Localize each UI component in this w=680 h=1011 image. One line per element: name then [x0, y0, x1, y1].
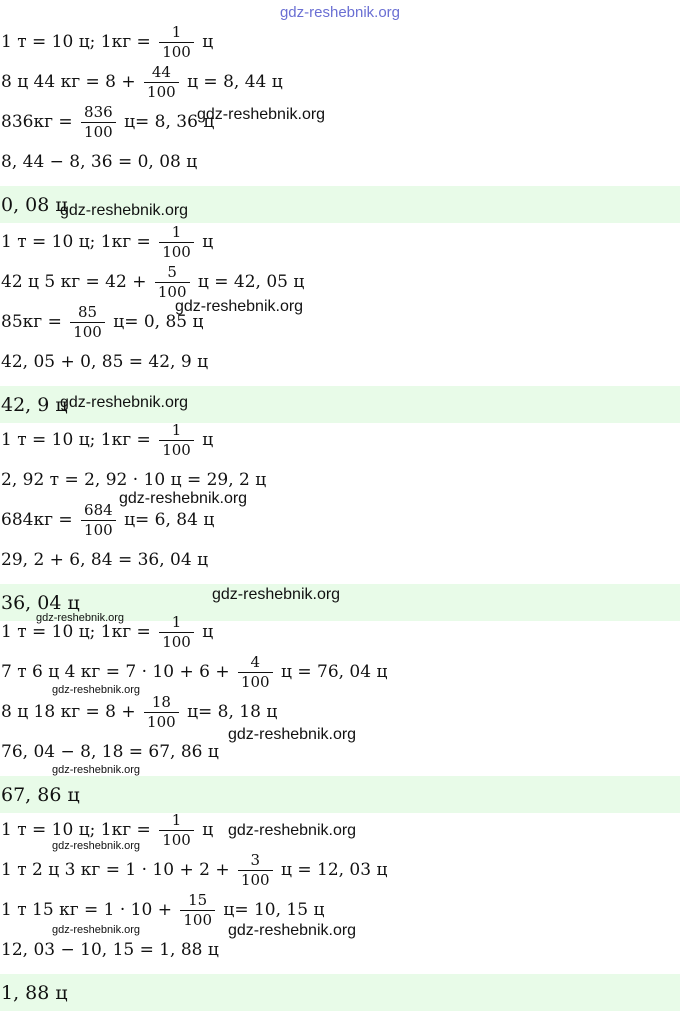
conversion-line — [0, 460, 680, 500]
conversion-line — [0, 302, 680, 342]
equation-text: 1 т 15 кг = 1 · 10 + — [1, 899, 178, 920]
equation-text: 8, 44 − 8, 36 = 0, 08 ц — [1, 152, 198, 172]
watermark: gdz-reshebnik.org — [119, 490, 248, 507]
equation-text: 1 т = 10 ц; 1кг = — [1, 231, 157, 252]
equation-text: ц= 10, 15 ц — [218, 899, 325, 920]
watermark: gdz-reshebnik.org — [52, 764, 141, 776]
fraction — [180, 890, 215, 929]
watermark: gdz-reshebnik.org — [36, 612, 125, 624]
fraction-denominator: 100 — [159, 632, 194, 650]
fraction-denominator: 100 — [144, 712, 179, 730]
answer-text: 42, 9 ц — [1, 393, 68, 416]
equation-text: ц = 42, 05 ц — [192, 271, 305, 292]
fraction — [238, 850, 273, 889]
equation-text: 684кг = — [1, 509, 79, 530]
answer-row — [0, 776, 680, 813]
equation-text: ц = 76, 04 ц — [275, 661, 388, 682]
equation-text: 836кг = — [1, 111, 79, 132]
conversion-line — [0, 500, 680, 540]
fraction-numerator: 1 — [171, 22, 182, 41]
equation-text: 42 ц 5 кг = 42 + — [1, 271, 152, 292]
calculation-line — [0, 142, 680, 182]
watermark: gdz-reshebnik.org — [197, 106, 326, 123]
fraction — [144, 692, 179, 731]
fraction-denominator: 100 — [180, 910, 215, 928]
equation-text: 8 ц 18 кг = 8 + — [1, 701, 142, 722]
calculation-line — [0, 540, 680, 580]
watermark: gdz-reshebnik.org — [60, 394, 189, 411]
fraction-numerator: 1 — [171, 222, 182, 241]
equation-text: 7 т 6 ц 4 кг = 7 · 10 + 6 + — [1, 661, 235, 682]
conversion-line — [0, 62, 680, 102]
fraction-denominator: 100 — [155, 282, 190, 300]
equation-text: 29, 2 + 6, 84 = 36, 04 ц — [1, 550, 209, 570]
site-header[interactable] — [0, 0, 680, 24]
fraction — [159, 222, 194, 261]
equation-text: 8 ц 44 кг = 8 + — [1, 71, 142, 92]
watermark: gdz-reshebnik.org — [228, 726, 357, 743]
watermark: gdz-reshebnik.org — [52, 684, 141, 696]
equation-text: ц = 8, 44 ц — [181, 71, 283, 92]
fraction — [70, 302, 105, 341]
fraction — [81, 102, 116, 141]
equation-text: 76, 04 − 8, 18 = 67, 86 ц — [1, 742, 219, 762]
fraction-denominator: 100 — [159, 830, 194, 848]
fraction-numerator: 85 — [77, 302, 98, 321]
fraction-denominator: 100 — [81, 122, 116, 140]
equation-text: ц= 8, 36 ц — [118, 111, 215, 132]
conversion-line — [0, 102, 680, 142]
fraction-denominator: 100 — [238, 672, 273, 690]
equation-text: 12, 03 − 10, 15 = 1, 88 ц — [1, 940, 219, 960]
watermark: gdz-reshebnik.org — [52, 840, 141, 852]
equation-text: 85кг = — [1, 311, 68, 332]
fraction — [159, 810, 194, 849]
equation-text: 1 т = 10 ц; 1кг = — [1, 621, 157, 642]
conversion-line — [0, 850, 680, 890]
calculation-line — [0, 342, 680, 382]
equation-text: ц — [196, 429, 214, 450]
equation-text: 42, 05 + 0, 85 = 42, 9 ц — [1, 352, 209, 372]
equation-text: ц — [196, 231, 214, 252]
fraction — [159, 612, 194, 651]
equation-text: ц = 12, 03 ц — [275, 859, 388, 880]
equation-text: 2, 92 т = 2, 92 · 10 ц = 29, 2 ц — [1, 470, 267, 490]
equation-text: ц — [196, 819, 214, 840]
watermark: gdz-reshebnik.org — [228, 822, 357, 839]
conversion-line — [0, 262, 680, 302]
fraction — [144, 62, 179, 101]
fraction-numerator: 15 — [188, 890, 208, 909]
answer-text: 67, 86 ц — [1, 783, 80, 806]
watermark: gdz-reshebnik.org — [228, 922, 357, 939]
fraction-denominator: 100 — [70, 322, 105, 340]
answer-text: 1, 88 ц — [1, 981, 68, 1004]
equation-text: 1 т = 10 ц; 1кг = — [1, 819, 157, 840]
fraction-denominator: 100 — [238, 870, 273, 888]
fraction-numerator: 684 — [84, 500, 113, 519]
answer-text: 0, 08 ц — [1, 193, 68, 216]
fraction — [81, 500, 116, 539]
fraction-denominator: 100 — [144, 82, 179, 100]
fraction-numerator: 836 — [84, 102, 113, 121]
fraction-numerator: 1 — [171, 612, 182, 631]
equation-text: 1 т = 10 ц; 1кг = — [1, 429, 157, 450]
watermark: gdz-reshebnik.org — [175, 298, 304, 315]
fraction-numerator: 1 — [171, 420, 182, 439]
fraction-denominator: 100 — [81, 520, 116, 538]
fraction — [238, 652, 273, 691]
site-header-link[interactable]: gdz-reshebnik.org — [279, 4, 401, 21]
equation-text: ц= 8, 18 ц — [181, 701, 278, 722]
fraction — [159, 420, 194, 459]
watermark: gdz-reshebnik.org — [212, 586, 341, 603]
equation-text: ц — [196, 621, 214, 642]
fraction-numerator: 44 — [151, 62, 171, 81]
fraction-numerator: 3 — [250, 850, 261, 869]
unit-rule-line — [0, 22, 680, 62]
unit-rule-line — [0, 222, 680, 262]
equation-text: ц= 0, 85 ц — [107, 311, 204, 332]
fraction-numerator: 1 — [171, 810, 182, 829]
fraction — [159, 22, 194, 61]
equation-text: ц — [196, 31, 214, 52]
fraction-denominator: 100 — [159, 440, 194, 458]
fraction-denominator: 100 — [159, 42, 194, 60]
answer-row — [0, 974, 680, 1011]
equation-text: ц= 6, 84 ц — [118, 509, 215, 530]
fraction-denominator: 100 — [159, 242, 194, 260]
equation-text: 1 т = 10 ц; 1кг = — [1, 31, 157, 52]
unit-rule-line — [0, 420, 680, 460]
equation-text: 1 т 2 ц 3 кг = 1 · 10 + 2 + — [1, 859, 235, 880]
watermark: gdz-reshebnik.org — [52, 924, 141, 936]
watermark: gdz-reshebnik.org — [60, 202, 189, 219]
fraction-numerator: 4 — [250, 652, 261, 671]
fraction-numerator: 18 — [151, 692, 171, 711]
fraction — [155, 262, 190, 301]
fraction-numerator: 5 — [167, 262, 177, 281]
answer-text: 36, 04 ц — [1, 591, 80, 614]
